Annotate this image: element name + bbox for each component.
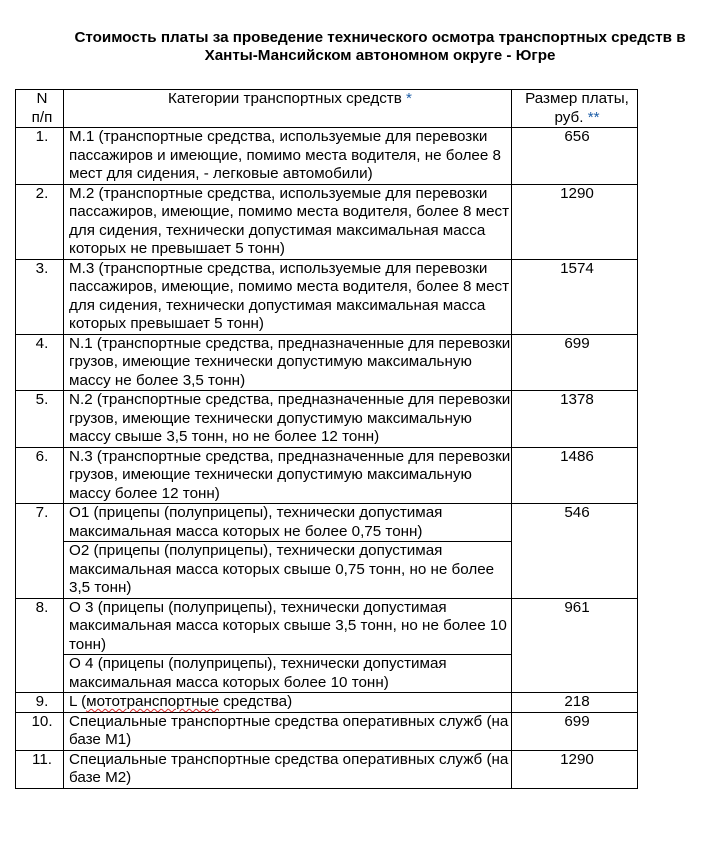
row-category: Специальные транспортные средства оперативных служб (на базе М2) [64, 750, 512, 788]
header-category: Категории транспортных средств * [64, 90, 512, 128]
row-fee: 1574 [512, 259, 638, 334]
row-fee: 961 [512, 598, 638, 693]
table-row [16, 259, 638, 334]
table-row [16, 391, 638, 448]
page-title [10, 29, 727, 65]
row-fee: 546 [512, 504, 638, 599]
row-fee: 699 [512, 334, 638, 391]
row-number: 3. [16, 259, 64, 334]
row-number: 10. [16, 712, 64, 750]
row-category: О1 (прицепы (полуприцепы), технически допустимая максимальная масса которых не более 0,75 тонн) [64, 504, 512, 542]
row-fee: 1378 [512, 391, 638, 448]
header-number: N п/п [16, 90, 64, 128]
row-fee: 1486 [512, 447, 638, 504]
row-number: 4. [16, 334, 64, 391]
row-category: L (мототранспортные средства) [64, 693, 512, 713]
header-fee: Размер платы, руб. ** [512, 90, 638, 128]
row-number: 9. [16, 693, 64, 713]
row-fee: 1290 [512, 750, 638, 788]
table-row [16, 750, 638, 788]
table-row [16, 334, 638, 391]
title-line-1: Стоимость платы за проведение технического осмотра транспортных средств в [74, 29, 686, 46]
row-category: М.3 (транспортные средства, используемые для перевозки пассажиров, имеющие, помимо места водителя, более 8 мест для сидения, технически допустимая максимальная масса которых превышает 5 тонн) [64, 259, 512, 334]
row-category: О 3 (прицепы (полуприцепы), технически допустимая максимальная масса которых свыше 3,5 тонн, но не более 10 тонн) [64, 598, 512, 655]
row-category: М.1 (транспортные средства, используемые для перевозки пассажиров и имеющие, помимо места водителя, не более 8 мест для сидения, - легковые автомобили) [64, 128, 512, 185]
row-number: 7. [16, 504, 64, 599]
fee-table [15, 89, 638, 789]
row-number: 2. [16, 184, 64, 259]
row-category: Специальные транспортные средства оперативных служб (на базе М1) [64, 712, 512, 750]
table-row [16, 598, 638, 655]
row-category: О2 (прицепы (полуприцепы), технически допустимая максимальная масса которых свыше 0,75 тонн, но не более 3,5 тонн) [64, 542, 512, 599]
title-line-2: Ханты-Мансийском автономном округе - Югре [204, 47, 556, 64]
spellcheck-underlined-word: мототранспортные [86, 693, 219, 710]
row-number: 5. [16, 391, 64, 448]
table-row [16, 712, 638, 750]
row-number: 6. [16, 447, 64, 504]
row-number: 8. [16, 598, 64, 693]
footnote-mark: ** [587, 108, 600, 126]
table-row [16, 184, 638, 259]
footnote-mark: * [406, 90, 412, 107]
row-fee: 1290 [512, 184, 638, 259]
table-row [16, 504, 638, 542]
row-category: N.1 (транспортные средства, предназначенные для перевозки грузов, имеющие технически допустимую максимальную массу не более 3,5 тонн) [64, 334, 512, 391]
table-row [16, 447, 638, 504]
row-category: N.2 (транспортные средства, предназначенные для перевозки грузов, имеющие технически допустимую максимальную массу свыше 3,5 тонн, но не более 12 тонн) [64, 391, 512, 448]
row-number: 11. [16, 750, 64, 788]
row-category: N.3 (транспортные средства, предназначенные для перевозки грузов, имеющие технически допустимую максимальную массу более 12 тонн) [64, 447, 512, 504]
row-category: О 4 (прицепы (полуприцепы), технически допустимая максимальная масса которых более 10 тонн) [64, 655, 512, 693]
table-row [16, 128, 638, 185]
row-fee: 218 [512, 693, 638, 713]
row-fee: 699 [512, 712, 638, 750]
row-fee: 656 [512, 128, 638, 185]
table-header-row [16, 90, 638, 128]
row-number: 1. [16, 128, 64, 185]
table-row [16, 693, 638, 713]
row-category: М.2 (транспортные средства, используемые для перевозки пассажиров, имеющие, помимо места водителя, более 8 мест для сидения, технически допустимая максимальная масса которых не превышает 5 тонн) [64, 184, 512, 259]
